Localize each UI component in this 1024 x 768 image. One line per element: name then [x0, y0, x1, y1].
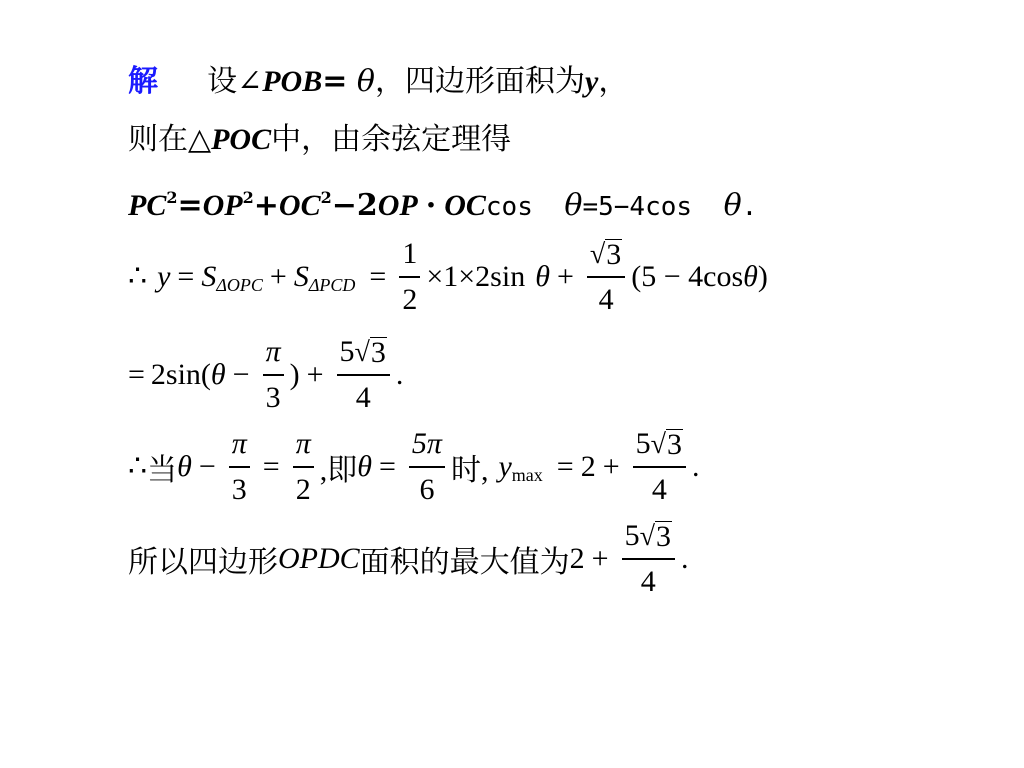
numerator	[587, 232, 625, 276]
theta-symbol: θ	[357, 449, 372, 483]
fraction-pi-over-2	[293, 422, 314, 512]
fraction-5sqrt3-over-4	[633, 422, 686, 512]
radicand: 3	[606, 238, 622, 271]
fraction-5pi-over-6	[409, 422, 445, 512]
that-is-text: ,即	[319, 453, 358, 487]
fraction-5sqrt3-over-4	[337, 330, 390, 420]
plus-sign: +	[602, 449, 620, 483]
radical-sign: √	[589, 239, 606, 270]
equals-sign: =	[369, 259, 387, 293]
radicand: 3	[370, 336, 386, 369]
close-paren: )	[757, 259, 768, 293]
variable-y: y	[157, 259, 171, 293]
period: .	[741, 192, 758, 222]
segment-pc: PC	[128, 189, 167, 222]
plus-sign: +	[269, 259, 287, 293]
solution-line-2	[128, 120, 511, 160]
radical-sign: √	[650, 429, 666, 460]
quad-area-text: ，四边形面积为	[374, 64, 585, 99]
therefore-symbol: ∴	[128, 260, 148, 294]
numerator: 5π	[411, 427, 442, 460]
when-text: 时,	[450, 453, 489, 487]
radicand: 3	[667, 428, 682, 461]
simplified-expression-line	[128, 330, 403, 420]
fraction-pi-over-3	[229, 422, 250, 512]
minus-two: −2	[331, 188, 378, 223]
coefficient: 5	[339, 335, 355, 368]
let-angle-text: 设∠	[207, 64, 263, 99]
numerator	[622, 514, 675, 558]
equals-sign: =	[177, 259, 195, 293]
denominator: 4	[640, 564, 656, 598]
conclusion-line	[128, 514, 688, 604]
equals-sign: =	[177, 188, 203, 223]
area-symbol: S	[201, 259, 217, 293]
coefficient: 5	[624, 519, 640, 552]
exponent: 2	[166, 188, 178, 207]
segment-op: OP	[202, 189, 243, 222]
cosine-law-text: 中，由余弦定理得	[271, 122, 512, 157]
equals-sign: =	[262, 449, 280, 483]
theta-symbol: θ	[210, 357, 226, 391]
equals-sign: =	[128, 357, 145, 391]
cosine-law-rhs: =5−4cos	[582, 192, 693, 222]
subscript-max: max	[511, 465, 543, 486]
quadrilateral-opdc: OPDC	[278, 541, 360, 575]
cos-function: cos	[485, 192, 533, 222]
subscript-pcd: ΔPCD	[308, 275, 356, 296]
constant-two: 2	[580, 449, 596, 483]
fraction-5sqrt3-over-4	[622, 514, 675, 604]
two-sin: 2sin(	[150, 357, 211, 391]
in-triangle-text: 则在△	[128, 122, 212, 157]
segment-oc: OC	[444, 189, 486, 222]
triangle-poc: POC	[211, 123, 272, 156]
numerator: π	[265, 335, 281, 368]
denominator: 4	[651, 472, 667, 506]
variable-y: y	[498, 449, 512, 483]
numerator: 1	[402, 237, 418, 270]
line1-end-comma: ，	[598, 64, 629, 99]
max-area-text: 面积的最大值为	[359, 545, 570, 579]
theta-symbol: θ	[564, 188, 583, 223]
area-variable-y: y	[584, 65, 599, 98]
segment-oc: OC	[278, 189, 321, 222]
plus-sign: +	[253, 188, 279, 223]
close-paren: )	[289, 357, 300, 391]
theta-symbol: θ	[177, 449, 192, 483]
period: .	[680, 541, 689, 575]
denominator: 2	[295, 472, 311, 506]
minus-sign: −	[198, 449, 216, 483]
cosine-law-equation	[128, 178, 757, 227]
when-text: 当	[147, 453, 178, 487]
theta-symbol: θ	[356, 64, 375, 99]
subscript-opc: ΔOPC	[216, 275, 263, 296]
equals-sign: =	[379, 449, 396, 483]
conclusion-text: 所以四边形	[128, 545, 278, 579]
denominator: 3	[265, 380, 281, 414]
cos-term: (5 − 4cos	[631, 259, 744, 293]
equals-sign: =	[322, 64, 348, 99]
equals-sign: =	[556, 449, 574, 483]
fraction-one-half	[399, 232, 420, 322]
theta-symbol: θ	[743, 259, 758, 293]
plus-sign: +	[556, 259, 574, 293]
theta-symbol: θ	[535, 259, 550, 293]
solution-line-1	[128, 62, 628, 102]
angle-pob: POB	[262, 65, 323, 98]
theta-symbol: θ	[723, 188, 742, 223]
period: .	[395, 357, 404, 391]
therefore-symbol: ∴	[128, 450, 148, 484]
product-sin: ×1×2sin	[426, 259, 526, 293]
radical-sign: √	[639, 521, 655, 552]
denominator: 2	[402, 282, 418, 316]
period: .	[692, 449, 700, 483]
denominator: 6	[419, 472, 435, 506]
fraction-pi-over-3	[263, 330, 284, 420]
area-symbol: S	[293, 259, 309, 293]
denominator: 4	[598, 282, 614, 316]
denominator: 3	[231, 472, 247, 506]
plus-sign: +	[591, 541, 609, 575]
maximum-condition-line	[128, 422, 700, 512]
area-expression-line	[128, 232, 768, 322]
exponent: 2	[242, 188, 254, 207]
constant-two: 2	[569, 541, 585, 575]
numerator: π	[231, 427, 247, 460]
radicand: 3	[655, 520, 671, 553]
fraction-sqrt3-over-4	[587, 232, 625, 322]
solution-heading: 解	[128, 64, 158, 99]
dot-product: ·	[425, 188, 437, 223]
segment-op: OP	[377, 189, 418, 222]
denominator: 4	[355, 380, 371, 414]
radical-sign: √	[354, 337, 370, 368]
numerator: π	[295, 427, 311, 460]
minus-sign: −	[232, 357, 250, 391]
exponent: 2	[320, 188, 332, 207]
numerator	[337, 330, 390, 374]
coefficient: 5	[635, 427, 651, 460]
plus-sign: +	[306, 357, 324, 391]
numerator	[633, 422, 686, 466]
